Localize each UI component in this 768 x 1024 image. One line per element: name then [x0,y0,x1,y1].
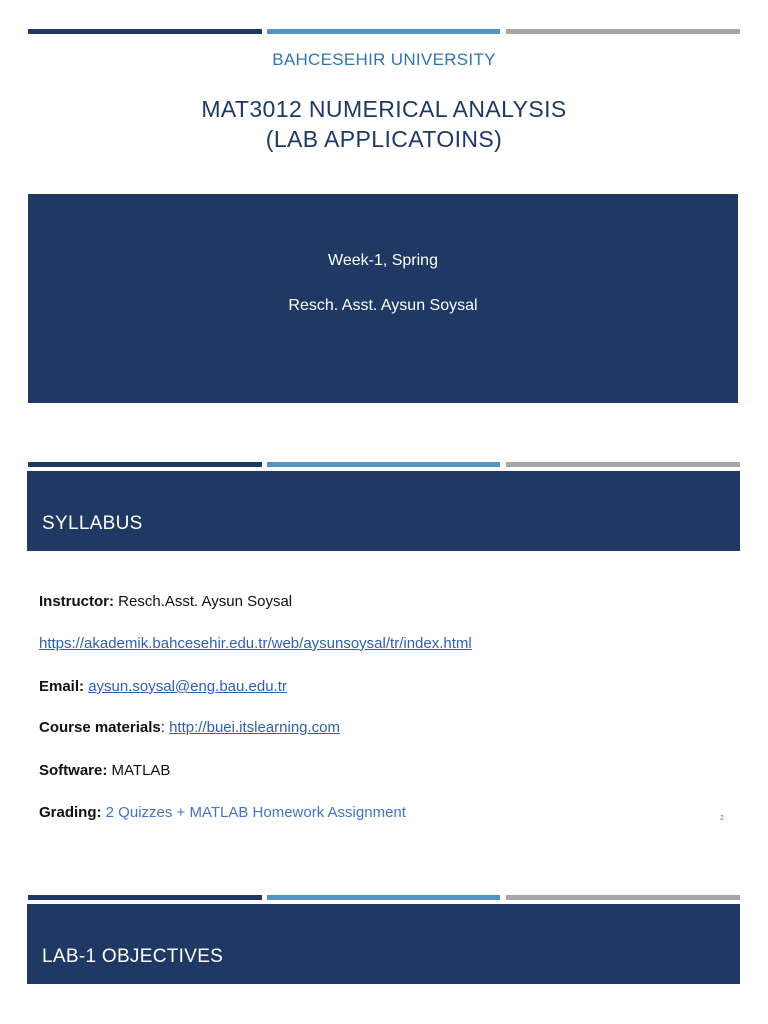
materials-label: Course materials [39,719,161,736]
website-row [39,635,472,652]
accent-bar-gray [506,29,740,34]
syllabus-header [27,471,740,551]
accent-bar-navy [28,895,262,900]
materials-link[interactable]: http://buei.itslearning.com [169,719,341,736]
software-label: Software: [39,762,108,779]
university-name: BAHCESEHIR UNIVERSITY [272,50,496,69]
email-label: Email: [39,678,85,695]
accent-bar-gray [506,895,740,900]
instructor-value: Resch.Asst. Aysun Soysal [118,593,293,610]
email-link[interactable]: aysun.soysal@eng.bau.edu.tr [88,678,287,695]
grading-row [39,804,406,821]
grading-value: 2 Quizzes + MATLAB Homework Assignment [105,804,406,821]
accent-bar-navy [28,29,262,34]
materials-colon: : [160,719,165,736]
accent-bar-blue [267,462,500,467]
email-row [39,678,287,695]
accent-bar-navy [28,462,262,467]
objectives-header [27,904,740,984]
software-value: MATLAB [111,762,171,779]
instructor-row [39,593,292,610]
objectives-title: LAB-1 OBJECTIVES [42,946,224,967]
accent-bar-blue [267,895,500,900]
instructor-label: Instructor: [39,593,114,610]
website-link[interactable]: https://akademik.bahcesehir.edu.tr/web/aysunsoysal/tr/index.html [39,635,472,652]
syllabus-title: SYLLABUS [42,513,143,534]
materials-row [39,719,340,736]
subtitle-box [28,194,738,403]
subtitle-week: Week-1, Spring [328,252,438,269]
page-number: 2 [720,815,724,822]
course-title-line-1: MAT3012 NUMERICAL ANALYSIS [201,96,567,122]
subtitle-presenter: Resch. Asst. Aysun Soysal [288,297,478,314]
course-title [0,94,768,154]
accent-bar-gray [506,462,740,467]
course-title-line-2: (LAB APPLICATOINS) [265,126,503,152]
grading-label: Grading: [39,804,102,821]
accent-bar-blue [267,29,500,34]
software-row [39,762,170,779]
